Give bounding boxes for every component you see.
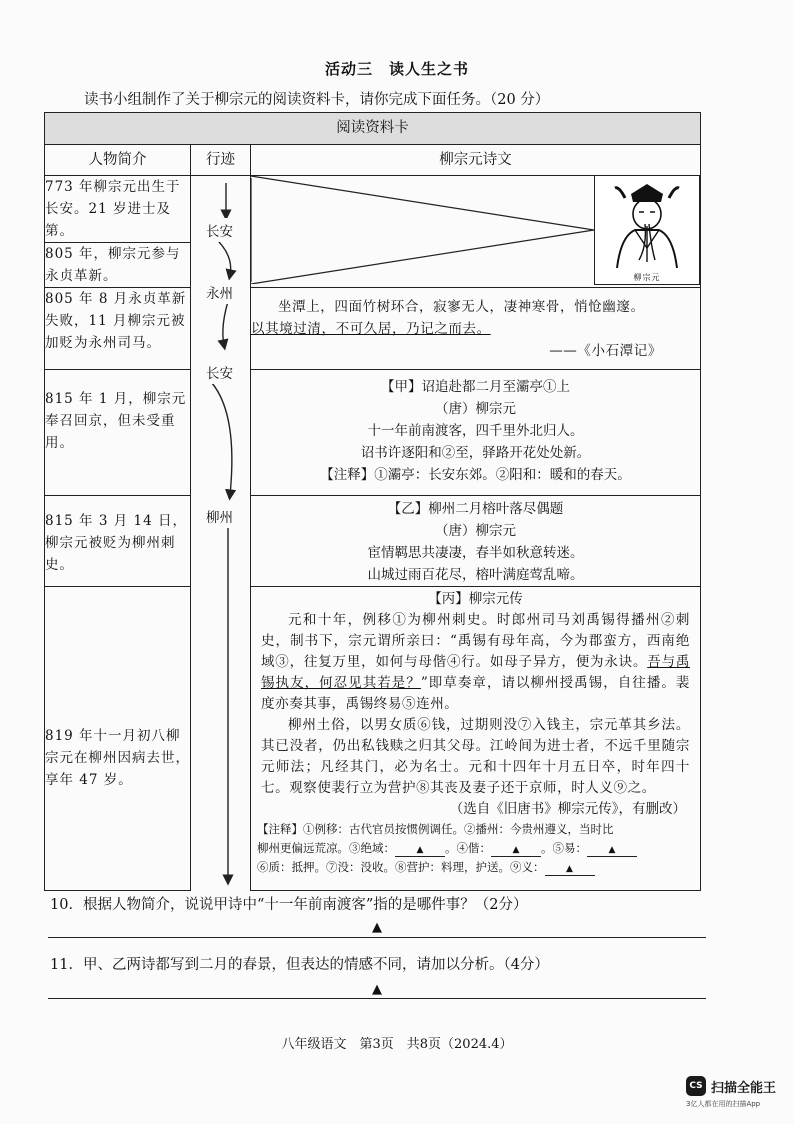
jia-note: 【注释】①灞亭：长安东郊。②阳和：暖和的春天。	[320, 467, 631, 483]
card-title: 阅读资料卡	[45, 113, 701, 145]
empty-poem-cell	[251, 176, 701, 288]
yi-line1: 宦情羁思共凄凄，春半如秋意转迷。	[367, 545, 584, 561]
col-bio-header: 人物简介	[45, 145, 191, 176]
reading-card	[44, 112, 701, 891]
bing-note-line3: ⑥质：抵押。⑦没：没收。⑧营护：料理，护送。⑨义： ▲	[251, 858, 700, 877]
bio-cell-5: 815 年 3 月 14 日，柳宗元被贬为柳州刺史。	[45, 496, 191, 587]
bing-paragraph-1: 元和十年，例移①为柳州刺史。时郎州司马刘禹锡得播州②刺史，制书下，宗元谓所亲曰：“禹锡有母年高，今为郡蛮方，西南绝域③，往复万里，如何与母偕④行。如母子异方，便为永诀。吾与禹锡执友，何忍见其若是？”即草奏章，请以柳州授禹锡，自往播。裴度亦奏其事，禹锡终易⑤连州。	[261, 612, 690, 712]
jia-title: 【甲】诏追赴都二月至灞亭①上	[381, 379, 570, 395]
col-route-header: 行迹	[191, 145, 251, 176]
brand-name: 扫描全能王	[711, 1080, 777, 1096]
route-yongzhou: 永州	[206, 280, 233, 304]
crossed-cell-lines	[251, 176, 594, 284]
route-liuzhou: 柳州	[206, 504, 233, 528]
yi-author: （唐）柳宗元	[435, 523, 516, 539]
xiaoshitan-cell	[251, 288, 701, 370]
intro-text: 读书小组制作了关于柳宗元的阅读资料卡，请你完成下面任务。（20 分）	[84, 92, 550, 108]
page-footer: 八年级语文 第3页 共8页（2024.4）	[281, 1037, 513, 1052]
bing-source: （选自《旧唐书》柳宗元传》，有删改）	[449, 801, 686, 817]
question-11: 11．甲、乙两诗都写到二月的春景，但表达的情感不同，请加以分析。（4分）	[50, 957, 549, 973]
activity-heading: 活动三 读人生之书	[324, 60, 469, 78]
route-chang-an-2: 长安	[206, 360, 233, 384]
jia-line1: 十一年前南渡客，四千里外北归人。	[367, 423, 584, 439]
liu-zongyuan-portrait	[595, 176, 699, 268]
poem-jia-cell	[251, 370, 701, 496]
poem-yi-cell	[251, 496, 701, 587]
yi-title: 【乙】柳州二月榕叶落尽偶题	[387, 501, 564, 517]
blank-yi[interactable]: ▲	[587, 844, 637, 857]
brand-tagline: 3亿人都在用的扫描App	[686, 1100, 761, 1108]
jia-author: （唐）柳宗元	[435, 401, 516, 417]
portrait-caption: 柳宗元	[633, 273, 661, 282]
camscanner-logo-icon: CS	[686, 1076, 706, 1096]
bing-underlined-sentence: 吾与禹锡执友，何忍见其若是？	[261, 654, 690, 691]
xiaoshitan-source: ——《小石潭记》	[549, 343, 662, 359]
answer-mark-10: ▲	[372, 920, 382, 935]
blank-xie[interactable]: ▲	[491, 844, 541, 857]
scanner-watermark	[686, 1076, 776, 1109]
blank-juemu[interactable]: ▲	[395, 844, 445, 857]
bing-note-line1: 【注释】①例移：古代官员按惯例调任。②播州：今贵州遵义，当时比	[257, 822, 614, 836]
bing-note-line2: 柳州更偏远荒凉。③绝域： ▲ 。④偕： ▲ 。⑤易： ▲	[251, 839, 700, 858]
route-chang-an-1: 长安	[206, 218, 233, 242]
bio-cell-1: 773 年柳宗元出生于长安。21 岁进士及第。	[45, 176, 191, 243]
bing-title: 【丙】柳宗元传	[428, 591, 523, 607]
answer-line-11[interactable]	[48, 998, 706, 999]
bio-cell-4: 815 年 1 月，柳宗元奉召回京，但未受重用。	[45, 370, 191, 496]
portrait-frame	[594, 175, 700, 285]
answer-line-10[interactable]	[48, 937, 706, 938]
col-poems-header: 柳宗元诗文	[251, 145, 701, 176]
xiaoshitan-line2: 以其境过清，不可久居，乃记之而去。	[251, 321, 491, 337]
bing-paragraph-2: 柳州土俗，以男女质⑥钱，过期则没⑦入钱主，宗元革其乡法。其已没者，仍出私钱赎之归其父母。江岭间为进士者，不远千里随宗元师法；凡经其门，必为名士。元和十四年十月五日卒，时年四十七。观察使裴行立为营护⑧其丧及妻子还于京师，时人义⑨之。	[261, 717, 690, 796]
answer-mark-11: ▲	[372, 982, 382, 997]
xiaoshitan-line1: 坐潭上，四面竹树环合，寂寥无人，凄神寒骨，悄怆幽邃。	[278, 299, 645, 315]
yi-line2: 山城过雨百花尽，榕叶满庭莺乱啼。	[367, 567, 584, 583]
question-10: 10．根据人物简介，说说甲诗中“十一年前南渡客”指的是哪件事？（2分）	[50, 897, 528, 913]
jia-line2: 诏书许逐阳和②至，驿路开花处处新。	[360, 445, 591, 461]
bio-cell-2: 805 年，柳宗元参与永贞革新。	[45, 243, 191, 288]
passage-bing-cell	[251, 587, 701, 891]
bio-cell-3: 805 年 8 月永贞革新失败，11 月柳宗元被加贬为永州司马。	[45, 288, 191, 370]
bio-cell-6: 819 年十一月初八柳宗元在柳州因病去世，享年 47 岁。	[45, 587, 191, 891]
blank-yi-righteous[interactable]: ▲	[545, 863, 595, 876]
